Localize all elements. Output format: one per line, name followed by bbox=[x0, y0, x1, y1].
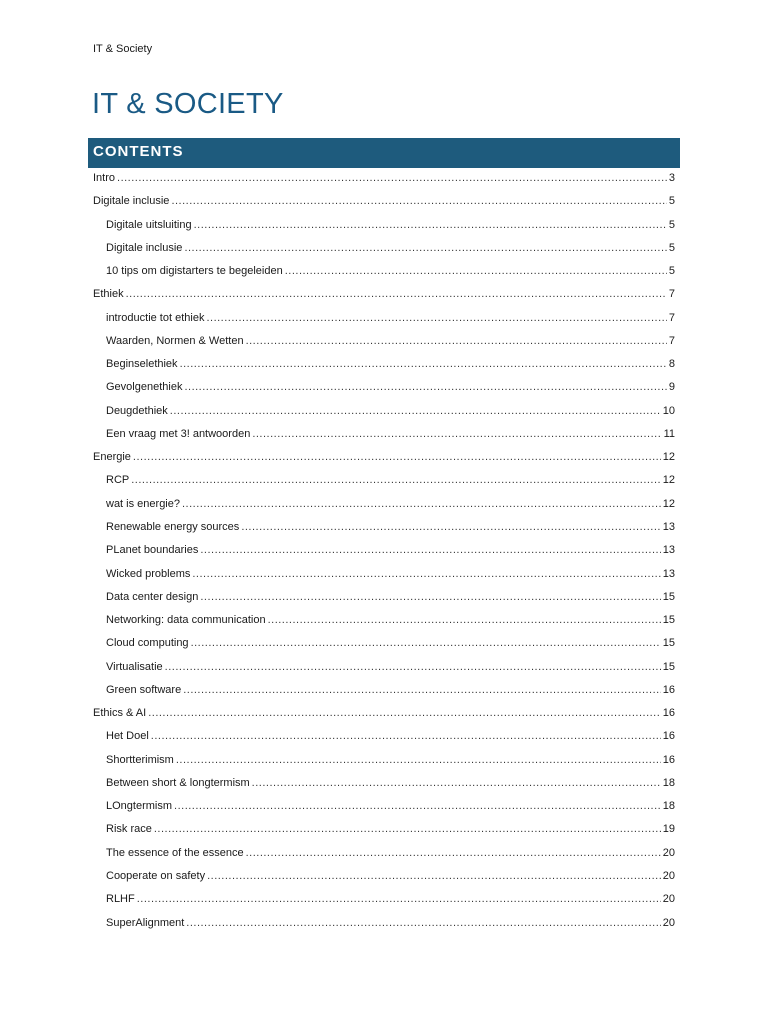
toc-entry-page-number: 20 bbox=[662, 916, 675, 929]
toc-entry[interactable] bbox=[93, 521, 675, 544]
toc-entry-label: Digitale uitsluiting bbox=[106, 218, 192, 231]
toc-dot-leader bbox=[170, 405, 661, 417]
toc-dot-leader bbox=[246, 335, 667, 347]
toc-entry-page-number: 12 bbox=[662, 497, 675, 510]
toc-entry-label: Networking: data communication bbox=[106, 614, 266, 627]
toc-dot-leader bbox=[200, 591, 660, 603]
toc-entry-page-number: 8 bbox=[668, 358, 675, 371]
toc-entry[interactable] bbox=[93, 568, 675, 591]
toc-entry-label: Virtualisatie bbox=[106, 660, 163, 673]
toc-entry-page-number: 10 bbox=[662, 404, 675, 417]
table-of-contents bbox=[93, 172, 675, 940]
toc-entry[interactable] bbox=[93, 335, 675, 358]
toc-entry-label: Energie bbox=[93, 451, 131, 464]
toc-entry[interactable] bbox=[93, 544, 675, 567]
toc-entry-page-number: 13 bbox=[662, 544, 675, 557]
toc-entry-label: PLanet boundaries bbox=[106, 544, 199, 557]
toc-entry[interactable] bbox=[93, 754, 675, 777]
toc-entry[interactable] bbox=[93, 661, 675, 684]
toc-entry-page-number: 7 bbox=[668, 334, 675, 347]
toc-entry-label: Cloud computing bbox=[106, 637, 189, 650]
toc-dot-leader bbox=[252, 428, 661, 440]
toc-dot-leader bbox=[252, 777, 661, 789]
toc-entry[interactable] bbox=[93, 870, 675, 893]
toc-entry-page-number: 16 bbox=[662, 707, 675, 720]
toc-entry[interactable] bbox=[93, 428, 675, 451]
toc-entry[interactable] bbox=[93, 707, 675, 730]
toc-entry-label: Waarden, Normen & Wetten bbox=[106, 334, 244, 347]
toc-entry-label: RCP bbox=[106, 474, 130, 487]
toc-entry[interactable] bbox=[93, 637, 675, 660]
toc-entry-label: Between short & longtermism bbox=[106, 776, 250, 789]
toc-dot-leader bbox=[206, 312, 666, 324]
toc-entry-page-number: 12 bbox=[662, 451, 675, 464]
toc-entry[interactable] bbox=[93, 288, 675, 311]
toc-entry[interactable] bbox=[93, 195, 675, 218]
toc-entry-label: Ethiek bbox=[93, 288, 124, 301]
toc-entry-page-number: 9 bbox=[668, 381, 675, 394]
toc-entry[interactable] bbox=[93, 800, 675, 823]
toc-entry-page-number: 13 bbox=[662, 567, 675, 580]
toc-dot-leader bbox=[191, 637, 661, 649]
toc-dot-leader bbox=[148, 707, 661, 719]
toc-dot-leader bbox=[174, 800, 661, 812]
toc-entry[interactable] bbox=[93, 777, 675, 800]
toc-dot-leader bbox=[200, 544, 660, 556]
toc-entry-label: Gevolgenethiek bbox=[106, 381, 183, 394]
toc-dot-leader bbox=[151, 730, 661, 742]
toc-entry[interactable] bbox=[93, 847, 675, 870]
toc-entry[interactable] bbox=[93, 823, 675, 846]
toc-dot-leader bbox=[186, 917, 660, 929]
toc-entry[interactable] bbox=[93, 312, 675, 335]
toc-dot-leader bbox=[183, 684, 661, 696]
toc-entry-page-number: 20 bbox=[662, 869, 675, 882]
toc-dot-leader bbox=[182, 498, 661, 510]
toc-entry-label: Beginselethiek bbox=[106, 358, 178, 371]
toc-entry-page-number: 5 bbox=[668, 195, 675, 208]
toc-entry-label: 10 tips om digistarters te begeleiden bbox=[106, 265, 283, 278]
document-title: IT & SOCIETY bbox=[92, 88, 284, 120]
toc-entry-page-number: 13 bbox=[662, 520, 675, 533]
toc-entry-page-number: 18 bbox=[662, 776, 675, 789]
toc-dot-leader bbox=[133, 451, 661, 463]
toc-dot-leader bbox=[184, 242, 666, 254]
toc-entry-page-number: 5 bbox=[668, 265, 675, 278]
toc-entry[interactable] bbox=[93, 405, 675, 428]
toc-entry-page-number: 20 bbox=[662, 893, 675, 906]
toc-dot-leader bbox=[194, 219, 667, 231]
toc-entry-page-number: 5 bbox=[668, 241, 675, 254]
toc-dot-leader bbox=[154, 823, 661, 835]
toc-entry-label: introductie tot ethiek bbox=[106, 311, 205, 324]
toc-entry-page-number: 3 bbox=[668, 172, 675, 184]
toc-dot-leader bbox=[171, 195, 666, 207]
toc-entry-page-number: 12 bbox=[662, 474, 675, 487]
toc-entry-label: SuperAlignment bbox=[106, 916, 185, 929]
contents-heading-bar bbox=[88, 138, 680, 168]
toc-entry[interactable] bbox=[93, 451, 675, 474]
toc-entry-page-number: 11 bbox=[663, 427, 675, 440]
toc-entry[interactable] bbox=[93, 591, 675, 614]
toc-entry[interactable] bbox=[93, 358, 675, 381]
toc-entry[interactable] bbox=[93, 219, 675, 242]
toc-entry-label: Renewable energy sources bbox=[106, 520, 240, 533]
toc-entry[interactable] bbox=[93, 265, 675, 288]
toc-dot-leader bbox=[131, 474, 661, 486]
toc-dot-leader bbox=[165, 661, 661, 673]
toc-entry-page-number: 16 bbox=[662, 730, 675, 743]
toc-entry[interactable] bbox=[93, 684, 675, 707]
toc-entry[interactable] bbox=[93, 893, 675, 916]
toc-entry-page-number: 7 bbox=[668, 311, 675, 324]
toc-entry-label: Data center design bbox=[106, 590, 199, 603]
toc-entry-label: Wicked problems bbox=[106, 567, 191, 580]
toc-entry[interactable] bbox=[93, 381, 675, 404]
toc-entry-label: The essence of the essence bbox=[106, 846, 244, 859]
toc-entry-page-number: 19 bbox=[662, 823, 675, 836]
toc-entry[interactable] bbox=[93, 730, 675, 753]
toc-dot-leader bbox=[180, 358, 667, 370]
toc-dot-leader bbox=[285, 265, 667, 277]
toc-entry-label: Risk race bbox=[106, 823, 152, 836]
toc-entry-page-number: 16 bbox=[662, 753, 675, 766]
toc-entry-page-number: 16 bbox=[662, 683, 675, 696]
toc-entry[interactable] bbox=[93, 498, 675, 521]
toc-entry-label: LOngtermism bbox=[106, 800, 173, 813]
toc-entry-page-number: 7 bbox=[668, 288, 675, 301]
toc-entry-label: RLHF bbox=[106, 893, 135, 906]
toc-entry[interactable] bbox=[93, 614, 675, 637]
toc-entry-label: Ethics & AI bbox=[93, 707, 147, 720]
toc-entry-label: Een vraag met 3! antwoorden bbox=[106, 427, 251, 440]
toc-entry-page-number: 15 bbox=[662, 660, 675, 673]
toc-entry-label: Green software bbox=[106, 683, 182, 696]
toc-entry-label: Het Doel bbox=[106, 730, 149, 743]
toc-entry[interactable] bbox=[93, 242, 675, 265]
toc-entry[interactable] bbox=[93, 917, 675, 940]
toc-entry-label: Digitale inclusie bbox=[106, 241, 183, 254]
toc-entry-page-number: 15 bbox=[662, 614, 675, 627]
toc-entry-page-number: 20 bbox=[662, 846, 675, 859]
toc-entry-label: Shortterimism bbox=[106, 753, 174, 766]
toc-entry-page-number: 5 bbox=[668, 218, 675, 231]
toc-entry[interactable] bbox=[93, 172, 675, 195]
contents-heading: CONTENTS bbox=[93, 143, 184, 160]
toc-entry-page-number: 15 bbox=[662, 637, 675, 650]
toc-entry-label: Deugdethiek bbox=[106, 404, 168, 417]
toc-dot-leader bbox=[137, 893, 661, 905]
toc-entry-page-number: 15 bbox=[662, 590, 675, 603]
toc-dot-leader bbox=[207, 870, 661, 882]
toc-dot-leader bbox=[268, 614, 661, 626]
toc-entry-label: Digitale inclusie bbox=[93, 195, 170, 208]
toc-dot-leader bbox=[126, 288, 667, 300]
toc-dot-leader bbox=[192, 568, 660, 580]
toc-entry-label: wat is energie? bbox=[106, 497, 180, 510]
toc-dot-leader bbox=[176, 754, 661, 766]
toc-entry[interactable] bbox=[93, 474, 675, 497]
toc-dot-leader bbox=[241, 521, 660, 533]
running-header: IT & Society bbox=[93, 43, 153, 55]
toc-entry-label: Intro bbox=[93, 172, 116, 184]
toc-dot-leader bbox=[246, 847, 661, 859]
toc-entry-page-number: 18 bbox=[662, 800, 675, 813]
toc-entry-label: Cooperate on safety bbox=[106, 869, 206, 882]
toc-dot-leader bbox=[117, 172, 667, 184]
toc-dot-leader bbox=[184, 381, 666, 393]
